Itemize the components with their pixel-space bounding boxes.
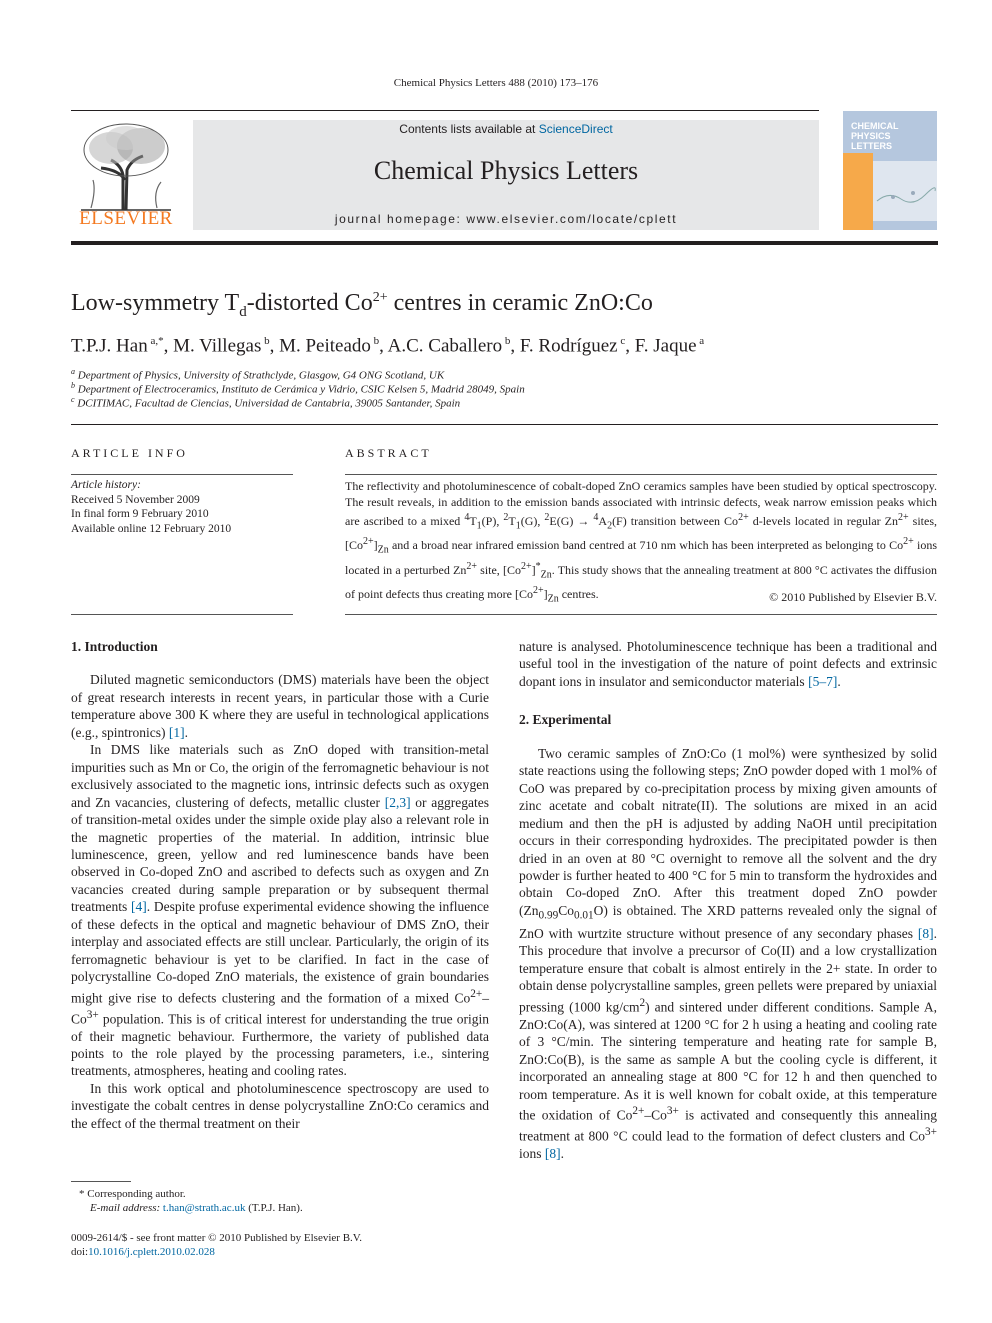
contents-prefix: Contents lists available at: [399, 122, 539, 136]
citation-1[interactable]: [1]: [168, 724, 185, 740]
final-form-date: In final form 9 February 2010: [71, 508, 209, 520]
abstract-text: The reflectivity and photoluminescence of cobalt-doped ZnO ceramics samples have been studied by optical spectroscopy. The result reveals, in addition to the emission bands associated with intrinsic defects, weak narrow emission peaks which are ascribed to a mixed $^4T_1(P)$, $^2T_1(G)$, $^2E(G) \to ^4A_2(F)$ transition between $Co^{2+}$ d-levels located in regular $Zn^{2+}$ sites, $[Co^{2+}]_{Zn}$ and a broad near infrared emission band centred at 710 nm which has been interpreted as belonging to $Co^{2+}$ ions located in a perturbed $Zn^{2+}$ site, $[Co^{2+}]^*_{Zn}$. This study shows that the annealing treatment at 800 °C activates the diffusion of point defects thus creating more $[Co^{2+}]_{Zn}$ centres.: [345, 479, 937, 605]
publisher-name: ELSEVIER: [79, 208, 173, 229]
cover-image: [873, 161, 937, 221]
affiliation-a: $^a$ Department of Physics, University of Strathclyde, Glasgow, G4 ONG Scotland, UK: [71, 367, 445, 382]
email-label: E-mail address:: [90, 1202, 163, 1214]
intro-paragraph-1: Diluted magnetic semiconductors (DMS) materials have been the object of great research interests in recent years, in particular those with a Curie temperature above 300 K where they are useful in technological applications (e.g., spintronics) [1].: [71, 672, 489, 740]
article-info-bottom-rule: [71, 614, 293, 615]
copyright-notice: © 2010 Published by Elsevier B.V.: [769, 590, 937, 604]
affiliation-rule: [71, 424, 938, 425]
citation-8[interactable]: [8]: [917, 926, 934, 942]
email-suffix: (T.P.J. Han).: [245, 1202, 303, 1214]
issn-line: 0009-2614/$ - see front matter © 2010 Published by Elsevier B.V.: [71, 1232, 363, 1244]
intro-paragraph-3-continued: nature is analysed. Photoluminescence technique has been a traditional and useful tool in the investigation of the nature of point defects and extrinsic dopant ions in insulator and semiconductor materials [5–7].: [519, 639, 937, 689]
citation-2-3[interactable]: [2,3]: [384, 794, 411, 810]
abstract-bottom-rule: [345, 614, 937, 615]
sciencedirect-link[interactable]: ScienceDirect: [538, 122, 613, 136]
article-title: Low-symmetry $T_d$-distorted $Co^{2+}$ centres in ceramic ZnO:Co: [71, 290, 653, 320]
affiliation-c: $^c$ DCITIMAC, Facultad de Ciencias, Universidad de Cantabria, 39005 Santander, Spain: [71, 395, 461, 410]
footnotes: [71, 1187, 489, 1215]
cover-graphic-icon: [873, 161, 937, 221]
doi-label: doi:: [71, 1246, 89, 1258]
issn-doi: [71, 1231, 489, 1259]
tree-icon: [71, 120, 181, 212]
journal-cover[interactable]: [843, 111, 937, 230]
corresponding-author-note: * Corresponding author.: [79, 1188, 186, 1200]
cover-band: [843, 153, 873, 230]
journal-banner: [193, 120, 819, 230]
abstract-rule: [345, 474, 937, 475]
affiliation-b: $^b$ Department of Electroceramics, Instituto de Cerámica y Vidrio, CSIC Kelsen 5, Madrid 28049, Spain: [71, 381, 525, 396]
left-column: [71, 638, 489, 1132]
abstract-heading: ABSTRACT: [345, 446, 432, 460]
email-link[interactable]: t.han@strath.ac.uk: [162, 1202, 246, 1214]
elsevier-logo[interactable]: [71, 120, 181, 230]
intro-paragraph-3: In this work optical and photoluminescence spectroscopy are used to investigate the cobalt centres in dense polycrystalline ZnO:Co ceramics and the effect of the thermal treatment on their: [71, 1080, 489, 1131]
experimental-paragraph-1: Two ceramic samples of ZnO:Co (1 mol%) were synthesized by solid state reactions using the following steps; ZnO powder doped with 1 mol% of CoO was prepared by co-precipitation process by mixing given amounts of zinc acetate and cobalt nitrate(II). The solutions are mixed in an acid medium and then the pH is adjusted by adding NaOH until precipitation occurs in their corresponding hydroxides. The precipitated powder is then dried in an oven at 80 °C overnight to remove all the solvent and the dry powder is further heated to 400 °C for 5 min to transform the hydroxides and obtain Co-doped ZnO. After this treatment doped ZnO powder $(Zn_{0.99}Co_{0.01}O)$ is obtained. The XRD patterns revealed only the signal of ZnO with wurtzite structure without presence of any secondary phases [8]. This procedure that involve a precursor of Co(II) and a low crystallization temperature ensure that cobalt is almost entirely in the 2+ state. In order to obtain dense polycrystalline samples, green pellets were prepared by uniaxial pressing (1000 $kg/cm^2$) and sintered under different conditions. Sample A, ZnO:Co(A), was sintered at 1200 °C for 2 h using a heating and cooling rate of 3 °C/min. The sintering temperature and heating rate for sample B, ZnO:Co(B), is the same as sample A but the cooling cycle is different, it incorporated an annealing stage at 800 °C for 12 h and then quenched to room temperature. As it is well known for cobalt oxide, at this temperature the oxidation of $Co^{2+}-Co^{3+}$ is activated and consequently this annealing treatment at 800 °C could lead to the formation of defect clusters and $Co^{3+}$ ions [8].: [519, 745, 937, 1161]
article-info-heading: ARTICLE INFO: [71, 446, 188, 460]
intro-paragraph-2: In DMS like materials such as ZnO doped with transition-metal impurities such as Mn or Co, the origin of the ferromagnetic behaviour is not exclusively associated to the magnetic ions, intrinsic defects such as oxygen and Zn vacancies, clustering of defects, metallic cluster [2,3] or aggregates of transition-metal oxides under the simple oxide play also a relevant role in the magnetic properties of the material. In addition, intrinsic blue luminescence, green, yellow and red luminescence bands have been observed in Co-doped ZnO and ascribed to defects such as oxygen and Zn vacancies created during sample preparation or by subsequent thermal treatments [4]. Despite profuse experimental evidence showing the influence of these defects in the optical and magnetic behaviour of DMS ZnO, their interplay and associated effects are still unclear. Particularly, the origin of its ferromagnetic behaviour is yet to be clarified. In fact in the case of polycrystalline Co-doped ZnO materials, the existence of grain boundaries might give rise to defects clustering and the formation of a mixed $Co^{2+}-Co^{3+}$ population. This is of critical interest for understanding the true origin of their magnetic behaviour. Furthermore, the variety of published data points to the role played by the processing parameters, i.e., sintering treatments, atmospheres, heating and cooling rates.: [71, 742, 489, 1079]
doi-line: [71, 1245, 489, 1259]
contents-line: [193, 122, 819, 136]
right-column: [519, 638, 937, 1162]
citation-5-7[interactable]: [5–7]: [808, 673, 838, 689]
received-date: Received 5 November 2009: [71, 493, 200, 506]
article-info-rule: [71, 474, 293, 475]
author-list: T.P.J. Han $^{a,*}$, M. Villegas $^b$, M. Peiteado $^b$, A.C. Caballero $^b$, F. Rodríguez $^c$, F. Jaque $^a$: [71, 335, 705, 357]
article-history: [71, 478, 293, 536]
cover-title: CHEMICAL PHYSICS LETTERS: [851, 121, 899, 151]
journal-title: Chemical Physics Letters: [373, 156, 639, 185]
online-date: Available online 12 February 2010: [71, 522, 232, 535]
history-label: Article history:: [71, 479, 141, 491]
footnote-rule: [71, 1181, 131, 1182]
section-heading-introduction: 1. Introduction: [71, 639, 158, 654]
citation-4[interactable]: [4]: [130, 899, 147, 915]
header-thick-rule: [71, 241, 938, 245]
doi-link[interactable]: 10.1016/j.cplett.2010.02.028: [88, 1246, 215, 1258]
header-rule: [71, 110, 819, 111]
journal-reference: Chemical Physics Letters 488 (2010) 173–176: [393, 77, 599, 89]
section-heading-experimental: 2. Experimental: [519, 712, 612, 728]
email-note: [71, 1201, 489, 1215]
citation-8b[interactable]: [8]: [544, 1145, 561, 1161]
journal-homepage[interactable]: journal homepage: www.elsevier.com/locate/cplett: [334, 212, 678, 226]
